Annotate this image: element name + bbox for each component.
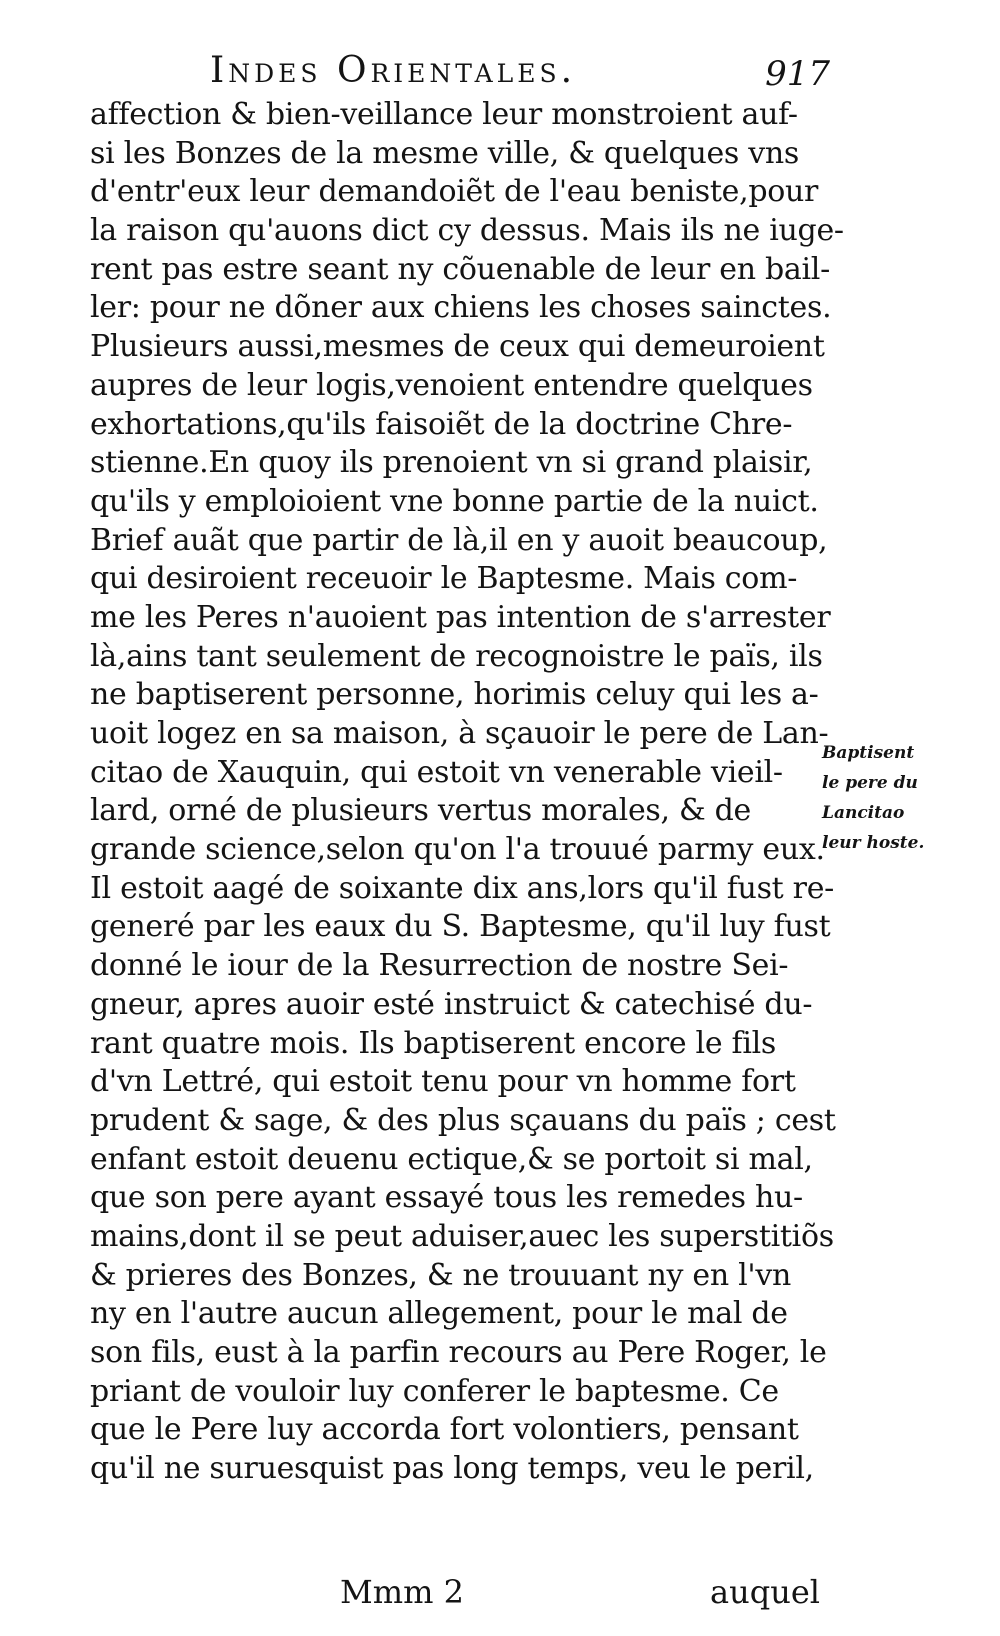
- text-line: qu'il ne suruesquist pas long temps, veu le peril,: [90, 1451, 814, 1487]
- text-line: mains,dont il se peut aduiser,auec les superstitiõs: [90, 1218, 834, 1254]
- signature-mark: Mmm 2: [340, 1573, 464, 1611]
- text-line: si les Bonzes de la mesme ville, & quelques vns: [90, 135, 800, 171]
- text-line: Il estoit aagé de soixante dix ans,lors qu'il fust re-: [90, 870, 834, 906]
- text-line: la raison qu'auons dict cy dessus. Mais ils ne iuge-: [90, 213, 844, 249]
- marginal-note-line: leur hoste.: [822, 833, 925, 853]
- text-line: stienne.En quoy ils prenoient vn si grand plaisir,: [90, 445, 813, 481]
- text-line: generé par les eaux du S. Baptesme, qu'il luy fust: [90, 909, 831, 945]
- page-footer: [90, 1570, 820, 1614]
- text-line: ne baptiserent personne, horimis celuy qui les a-: [90, 677, 819, 713]
- text-line: prudent & sage, & des plus sçauans du païs ; cest: [90, 1102, 836, 1138]
- catchword: auquel: [710, 1573, 820, 1611]
- text-line: qui desiroient receuoir le Baptesme. Mais com-: [90, 561, 798, 597]
- text-line: que le Pere luy accorda fort volontiers, pensant: [90, 1412, 799, 1448]
- text-line: uoit logez en sa maison, à sçauoir le pere de Lan-: [90, 716, 829, 751]
- text-line: d'entr'eux leur demandoiẽt de l'eau beniste,pour: [90, 174, 819, 210]
- text-line: là,ains tant seulement de recognoistre le païs, ils: [90, 638, 823, 674]
- text-line: que son pere ayant essayé tous les remedes hu-: [90, 1180, 803, 1216]
- marginal-note-line: Baptisent: [822, 743, 915, 763]
- text-line: enfant estoit deuenu ectique,& se portoit si mal,: [90, 1141, 813, 1177]
- text-line: donné le iour de la Resurrection de nostre Sei-: [90, 948, 789, 984]
- marginal-note-line: le pere du: [822, 773, 918, 793]
- text-line: me les Peres n'auoient pas intention de s'arrester: [90, 599, 831, 635]
- text-line: ler: pour ne dõner aux chiens les choses sainctes.: [90, 290, 832, 326]
- text-line: aupres de leur logis,venoient entendre quelques: [90, 367, 813, 403]
- text-line: gneur, apres auoir esté instruict & catechisé du-: [90, 986, 813, 1022]
- running-title: Indes Orientales.: [210, 50, 577, 91]
- text-line: affection & bien-veillance leur monstroient auf-: [90, 97, 798, 132]
- text-line: citao de Xauquin, qui estoit vn venerable vieil-: [90, 754, 783, 790]
- text-line: exhortations,qu'ils faisoiẽt de la doctrine Chre-: [90, 406, 793, 442]
- text-line: lard, orné de plusieurs vertus morales, & de: [90, 793, 751, 829]
- text-line: priant de vouloir luy conferer le baptesme. Ce: [90, 1373, 779, 1409]
- text-line: ny en l'autre aucun allegement, pour le mal de: [90, 1296, 788, 1332]
- text-line: Plusieurs aussi,mesmes de ceux qui demeuroient: [90, 329, 825, 365]
- text-line: qu'ils y emploioient vne bonne partie de la nuict.: [90, 483, 819, 519]
- text-line: grande science,selon qu'on l'a trouué parmy eux.: [90, 832, 825, 868]
- running-head: [210, 48, 830, 94]
- text-line: & prieres des Bonzes, & ne trouuant ny en l'vn: [90, 1257, 791, 1293]
- text-line: Brief auãt que partir de là,il en y auoit beaucoup,: [90, 522, 828, 558]
- page-number: 917: [765, 54, 830, 94]
- text-line: son fils, eust à la parfin recours au Pere Roger, le: [90, 1335, 827, 1370]
- body-text: [90, 96, 844, 1489]
- marginal-note: [822, 738, 932, 858]
- marginal-note-line: Lancitao: [822, 803, 905, 823]
- text-line: rent pas estre seant ny cõuenable de leur en bail-: [90, 251, 830, 287]
- text-line: d'vn Lettré, qui estoit tenu pour vn homme fort: [90, 1064, 796, 1100]
- text-line: rant quatre mois. Ils baptiserent encore le fils: [90, 1025, 777, 1061]
